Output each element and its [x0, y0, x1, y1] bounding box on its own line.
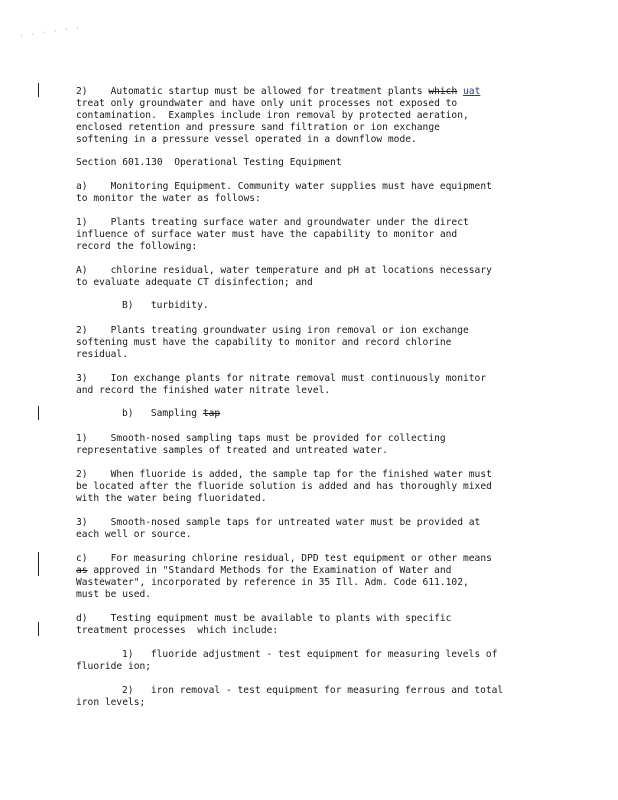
inserted-text: uat [463, 86, 481, 97]
text-line: 3) Smooth-nosed sample taps for untreated water must be provided at [76, 517, 481, 528]
deleted-text: tap [202, 408, 221, 419]
text-line: 2) iron removal - test equipment for measuring ferrous and total [122, 685, 504, 696]
text-line: and record the finished water nitrate level. [76, 385, 331, 396]
revision-bar [38, 622, 39, 636]
text-line: treatment processes which include: [76, 625, 279, 636]
revision-bar [38, 406, 39, 420]
text-line: B) turbidity. [122, 300, 209, 311]
text-line: residual. [76, 349, 128, 360]
text-line: d) Testing equipment must be available to plants with specific [76, 613, 452, 624]
text-line: 2) When fluoride is added, the sample tap for the finished water must [76, 469, 492, 480]
text-line: contamination. Examples include iron removal by protected aeration, [76, 110, 469, 121]
text-line: 1) fluoride adjustment - test equipment for measuring levels of [122, 649, 498, 660]
text-line: a) Monitoring Equipment. Community water supplies must have equipment [76, 181, 492, 192]
text-line: must be used. [76, 589, 152, 600]
text-line: 1) Smooth-nosed sampling taps must be provided for collecting [76, 433, 446, 444]
text-line: representative samples of treated and untreated water. [76, 445, 388, 456]
revision-bar [38, 552, 39, 576]
deleted-text: which [428, 86, 458, 97]
text-line: influence of surface water must have the capability to monitor and [76, 229, 458, 240]
text-line: as approved in "Standard Methods for the Examination of Water and [76, 565, 452, 576]
text-line: iron levels; [76, 697, 146, 708]
text-line: 1) Plants treating surface water and groundwater under the direct [76, 217, 469, 228]
text-line: 2) Automatic startup must be allowed for treatment plants which uat [76, 86, 481, 97]
text-line: c) For measuring chlorine residual, DPD test equipment or other means [76, 553, 492, 564]
revision-bar [38, 83, 39, 97]
text-line: with the water being fluoridated. [76, 493, 267, 504]
text-line: Wastewater", incorporated by reference in 35 Ill. Adm. Code 611.102, [76, 577, 469, 588]
text-line: 2) Plants treating groundwater using iron removal or ion exchange [76, 325, 469, 336]
text-line: to monitor the water as follows: [76, 193, 261, 204]
text-line: record the following: [76, 241, 198, 252]
text-line: fluoride ion; [76, 661, 152, 672]
text-line: be located after the fluoride solution is added and has thoroughly mixed [76, 481, 492, 492]
text-line: enclosed retention and pressure sand filtration or ion exchange [76, 122, 440, 133]
deleted-text: as [76, 565, 88, 576]
text-line: treat only groundwater and have only unit processes not exposed to [76, 98, 458, 109]
text-line: to evaluate adequate CT disinfection; and [76, 277, 313, 288]
text-line: each well or source. [76, 529, 192, 540]
text-line: softening must have the capability to monitor and record chlorine [76, 337, 452, 348]
text-line: softening in a pressure vessel operated in a downflow mode. [76, 134, 417, 145]
text-line: b) Sampling tap [122, 408, 221, 419]
text-line: A) chlorine residual, water temperature and pH at locations necessary [76, 265, 492, 276]
section-heading: Section 601.130 Operational Testing Equipment [76, 157, 342, 168]
scan-artifact: ' ' ' ' ' ' [19, 25, 82, 42]
text-line: 3) Ion exchange plants for nitrate removal must continuously monitor [76, 373, 487, 384]
